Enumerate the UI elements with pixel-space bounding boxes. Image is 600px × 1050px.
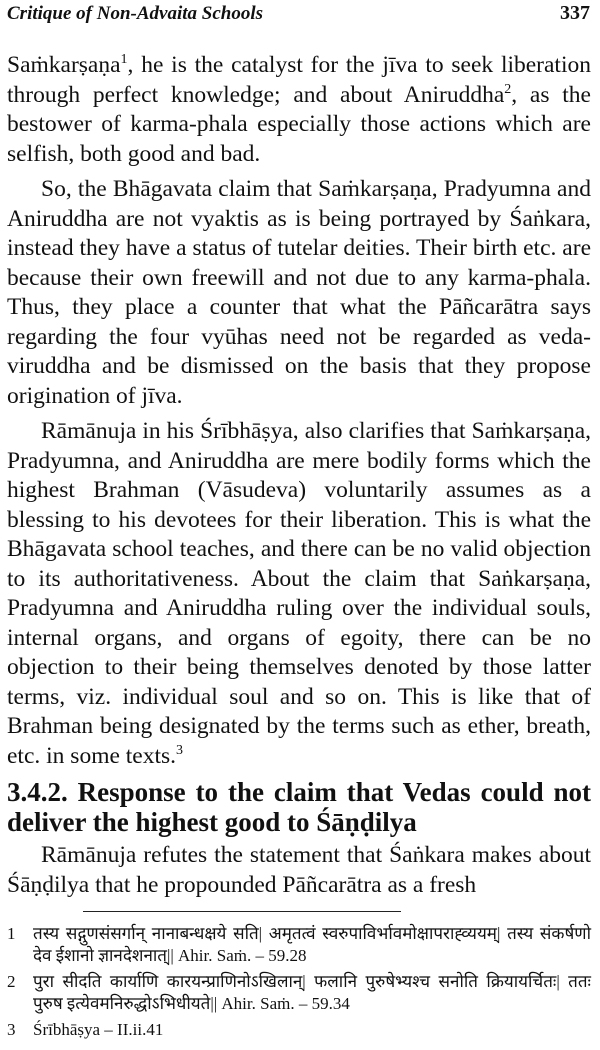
footnote-ref-2: 2: [504, 81, 512, 97]
footnote-text: पुरा सीदति कार्याणि कारयन्प्राणिनोऽखिलान्| फलानि पुरुषेभ्यश्च सनोति क्रियायर्चितः| ततः पुरुष इत्येवमनिरुद्धोऽभिधीयते|| Ahir. Saṁ. – 59.34: [33, 972, 591, 1013]
paragraph-3: [7, 417, 591, 771]
body-text: [7, 51, 591, 900]
footnote-number: 2: [7, 972, 16, 991]
paragraph-3-text: Rāmānuja in his Śrībhāṣya, also clarifies that Saṁkarṣaṇa, Pradyumna, and Aniruddha are mere bodily forms which the highest Brahman (Vāsudeva) voluntarily assumes as a blessing to his devotees for their liberation. This is what the Bhāgavata school teaches, and there can be no valid objection to its authoritativeness. About the claim that Saṅkarṣaṇa, Pradyumna and Aniruddha ruling over the individual souls, internal organs, and organs of egoity, there can be no objection to their being themselves denoted by those latter terms, viz. individual soul and so on. This is like that of Brahman being designated by the terms such as ether, breath, etc. in some texts.: [7, 418, 591, 769]
paragraph-1-text-a: Saṁkarṣaṇa: [7, 52, 121, 78]
footnote-ref-1: 1: [120, 52, 128, 68]
paragraph-4: Rāmānuja refutes the statement that Śaṅkara makes about Śāṇḍilya that he propounded Pāñcarātra as a fresh: [7, 842, 591, 898]
paragraph-1: [7, 51, 591, 169]
paragraph-1-text-c: , as the bestower of karma-phala especially those actions which are selfish, both good and bad.: [7, 81, 591, 167]
running-title: Critique of Non-Advaita Schools: [7, 3, 263, 24]
page-number: 337: [560, 2, 590, 24]
footnote-number: 3: [7, 1020, 16, 1039]
paragraph-2: So, the Bhāgavata claim that Saṁkarṣaṇa, Pradyumna and Aniruddha are not vyaktis as is being portrayed by Śaṅkara, instead they have a status of tutelar deities. Their birth etc. are because their own freewill and not due to any karma-phala. Thus, they place a counter that what the Pāñcarātra says regarding the four vyūhas need not be regarded as veda-viruddha and be dismissed on the basis that they propose origination of jīva.: [7, 176, 591, 409]
footnotes: [7, 923, 591, 1045]
running-header: [7, 2, 590, 28]
footnote-1: [7, 923, 591, 967]
footnote-divider: [83, 911, 401, 912]
footnote-ref-3: 3: [176, 742, 184, 758]
footnote-number: 1: [7, 924, 16, 943]
footnote-2: [7, 971, 591, 1015]
section-heading: 3.4.2. Response to the claim that Vedas could not deliver the highest good to Śāṇḍilya: [7, 777, 591, 837]
footnote-text: तस्य सद्गुणसंसर्गान् नानाबन्धक्षये सति| अमृतत्वं स्वरुपाविर्भावमोक्षापराह्व्ययम्| तस्य संकर्षणो देव ईशानो ज्ञानदेशनात्|| Ahir. Saṁ. – 59.28: [33, 924, 591, 965]
paragraph-1-text-b: , he is the catalyst for the jīva to seek liberation through perfect knowledge; and about Aniruddha: [7, 52, 591, 108]
footnote-3: [7, 1019, 591, 1041]
footnote-text: Śrībhāṣya – II.ii.41: [33, 1020, 164, 1039]
